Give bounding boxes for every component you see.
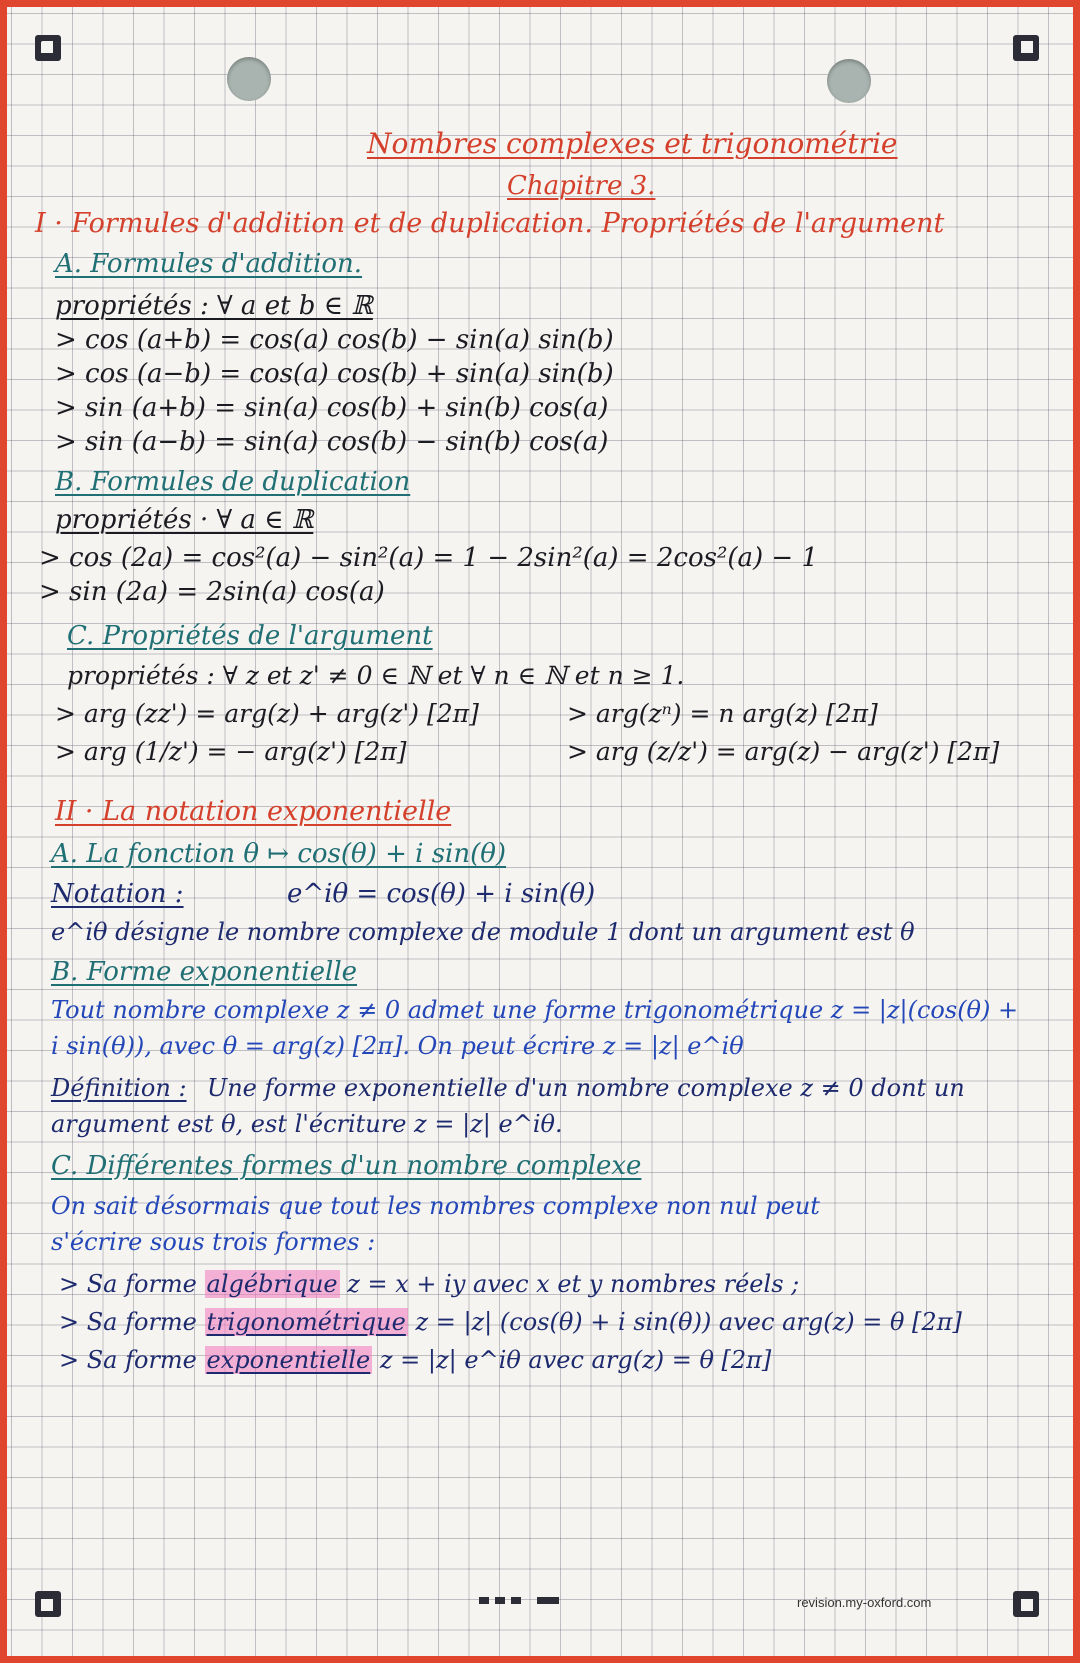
form-description: z = |z| (cos(θ) + i sin(θ)) avec arg(z) = θ [2π] (407, 1308, 962, 1336)
section-2-heading: II · La notation exponentielle (55, 796, 452, 827)
section-1b-title: B. Formules de duplication (55, 467, 411, 497)
section-2c-title: C. Différentes formes d'un nombre complexe (51, 1151, 642, 1181)
footer-mark (479, 1597, 489, 1604)
formula-line: > sin (2a) = 2sin(a) cos(a) (39, 577, 385, 607)
form-prefix: > Sa forme (59, 1308, 205, 1336)
formula-line: > arg (zz') = arg(z) + arg(z') [2π] (55, 699, 479, 728)
corner-marker-top-right (1013, 35, 1039, 61)
form-description: z = |z| e^iθ avec arg(z) = θ [2π] (372, 1346, 772, 1374)
formula-line: > arg (1/z') = − arg(z') [2π] (55, 737, 407, 766)
definition-line: argument est θ, est l'écriture z = |z| e^iθ. (51, 1110, 563, 1138)
formula-line: > sin (a+b) = sin(a) cos(b) + sin(b) cos(a) (55, 393, 609, 423)
formula-line: > sin (a−b) = sin(a) cos(b) − sin(b) cos(a) (55, 427, 609, 457)
section-1c-title: C. Propriétés de l'argument (67, 621, 433, 651)
form-prefix: > Sa forme (59, 1270, 205, 1298)
notation-text: e^iθ désigne le nombre complexe de module 1 dont un argument est θ (51, 918, 915, 946)
chapter-label: Chapitre 3. (507, 171, 656, 201)
footer-mark (537, 1597, 559, 1604)
form-item-exponential (59, 1345, 771, 1375)
section-1a-title: A. Formules d'addition. (55, 249, 363, 279)
form-description: z = x + iy avec x et y nombres réels ; (339, 1270, 800, 1298)
section-1a-property: propriétés : ∀ a et b ∈ ℝ (55, 291, 373, 321)
binder-hole-right (827, 59, 871, 103)
formula-line: > arg(zⁿ) = n arg(z) [2π] (567, 699, 878, 728)
notation-formula: e^iθ = cos(θ) + i sin(θ) (287, 879, 596, 909)
form-keyword-highlight: exponentielle (206, 1346, 371, 1374)
section-2a-title: A. La fonction θ ↦ cos(θ) + i sin(θ) (51, 839, 507, 869)
paragraph-line: s'écrire sous trois formes : (51, 1228, 376, 1256)
form-item-trigonometric (59, 1307, 962, 1337)
corner-marker-bottom-left (35, 1591, 61, 1617)
section-2b-title: B. Forme exponentielle (51, 957, 358, 987)
formula-line: > cos (2a) = cos²(a) − sin²(a) = 1 − 2sin²(a) = 2cos²(a) − 1 (39, 543, 819, 573)
footer-mark (511, 1597, 521, 1604)
page-title: Nombres complexes et trigonométrie (367, 127, 898, 160)
form-keyword-highlight: trigonométrique (206, 1308, 406, 1336)
section-1c-property: propriétés : ∀ z et z' ≠ 0 ∈ ℕ et ∀ n ∈ ℕ et n ≥ 1. (67, 661, 685, 690)
footer-mark (495, 1597, 505, 1604)
section-1-heading: I · Formules d'addition et de duplication. Propriétés de l'argument (35, 208, 945, 239)
binder-hole-left (227, 57, 271, 101)
paragraph-line: On sait désormais que tout les nombres complexe non nul peut (51, 1192, 820, 1220)
section-1b-property: propriétés · ∀ a ∈ ℝ (55, 505, 314, 535)
footer-site: revision.my-oxford.com (797, 1595, 932, 1610)
formula-line: > cos (a+b) = cos(a) cos(b) − sin(a) sin(b) (55, 325, 614, 355)
definition-line: Une forme exponentielle d'un nombre complexe z ≠ 0 dont un (207, 1074, 965, 1102)
paragraph-line: Tout nombre complexe z ≠ 0 admet une forme trigonométrique z = |z|(cos(θ) + (51, 996, 1019, 1024)
corner-marker-bottom-right (1013, 1591, 1039, 1617)
paragraph-line: i sin(θ)), avec θ = arg(z) [2π]. On peut écrire z = |z| e^iθ (51, 1032, 744, 1060)
form-prefix: > Sa forme (59, 1346, 205, 1374)
formula-line: > cos (a−b) = cos(a) cos(b) + sin(a) sin(b) (55, 359, 614, 389)
formula-line: > arg (z/z') = arg(z) − arg(z') [2π] (567, 737, 1000, 766)
notation-label: Notation : (51, 879, 184, 909)
form-item-algebraic (59, 1269, 799, 1299)
definition-label: Définition : (51, 1074, 187, 1102)
corner-marker-top-left (35, 35, 61, 61)
form-keyword-highlight: algébrique (206, 1270, 338, 1298)
